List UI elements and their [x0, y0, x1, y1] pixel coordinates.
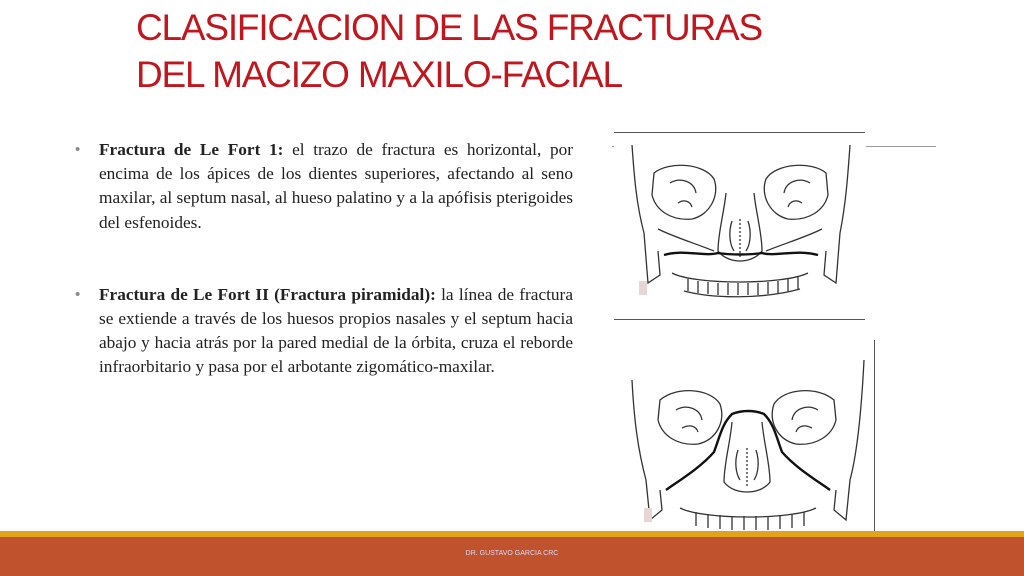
- bullet-le-fort-1: [73, 138, 573, 235]
- title-line-1: CLASIFICACION DE LAS FRACTURAS: [136, 7, 763, 48]
- bullet-dot-icon: •: [75, 141, 81, 158]
- skull-le-fort-2-drawing: [620, 340, 874, 538]
- skull-le-fort-1-illustration: [614, 132, 865, 320]
- title-line-2: DEL MACIZO MAXILO-FACIAL: [136, 54, 622, 95]
- bullet-term: Fractura de Le Fort 1:: [99, 140, 284, 159]
- bullet-text: la línea de fractura se extiende a través de los huesos propios nasales y el septum hacia abajo y hacia atrás por la pared medial de la órbita, cruza el reborde infraorbitario y pasa por el arbotante zigomático-maxilar.: [99, 284, 573, 377]
- divider-line: [866, 146, 936, 147]
- bullet-term: Fractura de Le Fort II (Fractura piramidal):: [99, 284, 436, 304]
- skull-le-fort-2-illustration: [620, 340, 875, 538]
- bullet-le-fort-2: [73, 283, 573, 380]
- skull-le-fort-1-drawing: [614, 133, 865, 319]
- slide-title: [136, 4, 856, 98]
- bullet-dot-icon: •: [75, 285, 81, 303]
- bullet-text: el trazo de fractura es horizontal, por encima de los ápices de los dientes superiores, afectando al seno maxilar, al septum nasal, al hueso palatino y a la apófisis pterigoides del esfenoides.: [99, 140, 573, 232]
- bullet-list: [73, 138, 573, 380]
- footer-author: DR. GUSTAVO GARCIA CRC: [465, 550, 559, 557]
